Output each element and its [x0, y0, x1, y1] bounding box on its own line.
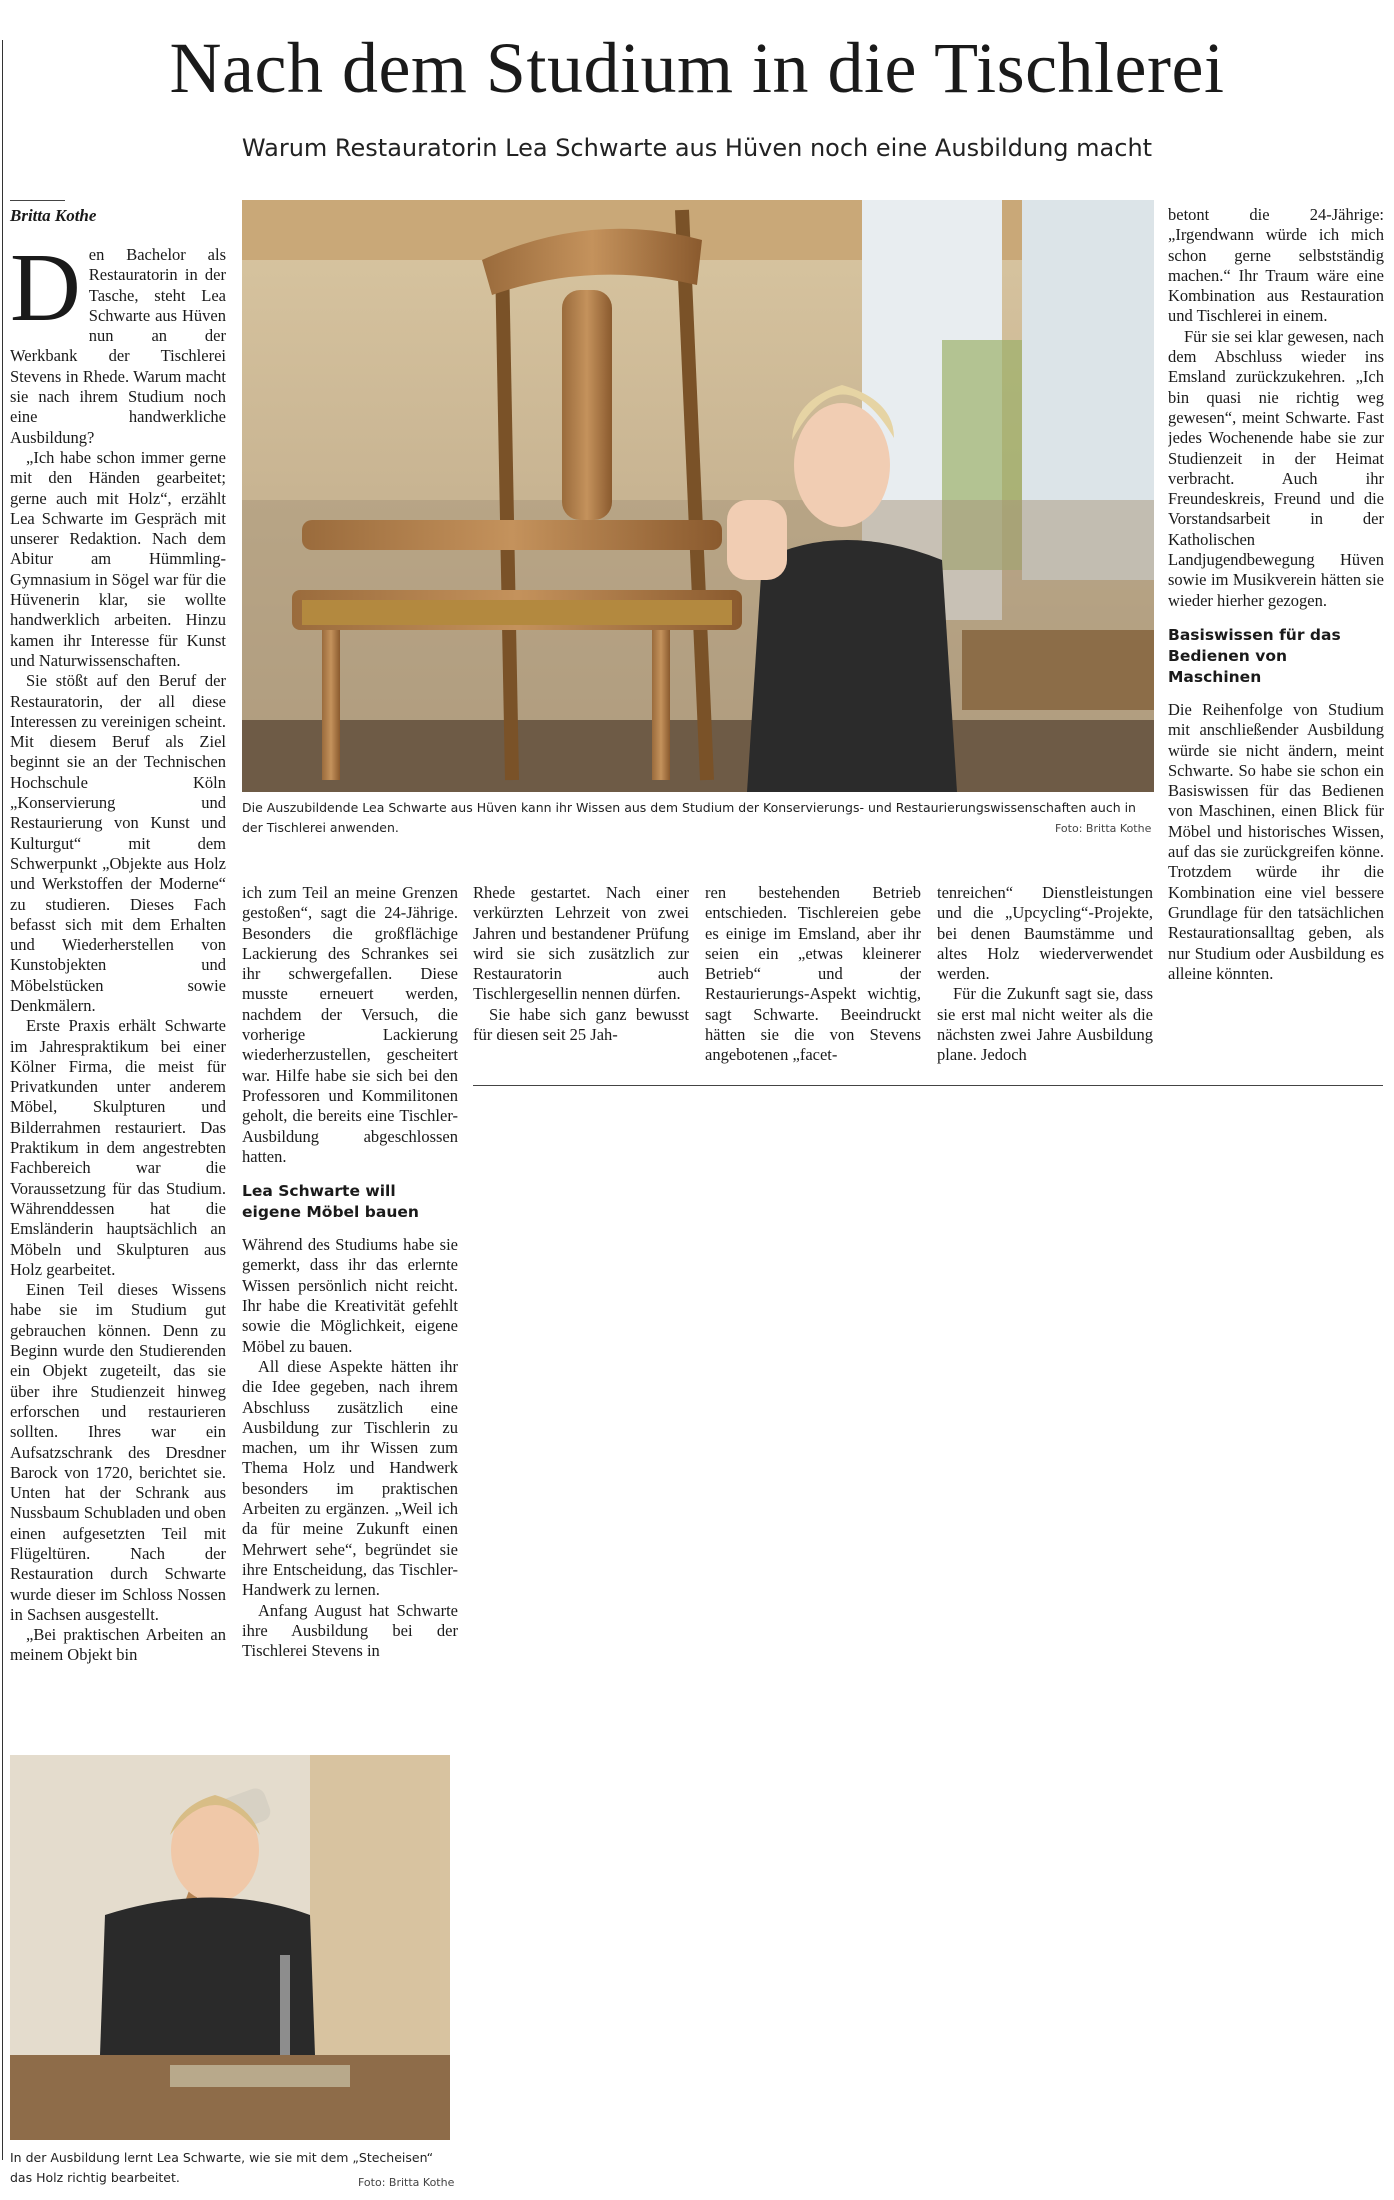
author-rule [10, 200, 65, 201]
workshop-photo-illustration [242, 200, 1154, 792]
paragraph: betont die 24-Jährige: „Irgendwann würde ich mich schon gerne selbstständig machen.“ Ihr Traum wäre eine Kombination aus Restauration und Tischlerei in einem. [1168, 205, 1384, 326]
paragraph: ich zum Teil an meine Grenzen gestoßen“, sagt die 24-Jährige. Besonders die großflächige Lackierung des Schrankes sei ihr schwergefallen. Diese musste erneuert werden, nachdem der Versuch, die vorherige Lackierung wiederherzustellen, gescheitert war. Hilfe habe sie sich bei den Professoren und Kommilitonen geholt, die bereits eine Tischler-Ausbildung abgeschlossen hatten. [242, 883, 458, 1166]
main-photo [242, 200, 1154, 792]
paragraph: Die Reihenfolge von Studium mit anschließender Ausbildung würde sie nicht ändern, meint Schwarte. So habe sie schon ein Basiswissen für das Bedienen von Maschinen, einen Blick für Möbel und historisches Wissen, auf das sie zurückgreifen könne. Trotzdem würde ihr die Kombination eine viel bessere Grundlage für den tatsächlichen Restaurationsalltag geben, als nur Studium oder Ausbildung es alleine könnten. [1168, 699, 1384, 983]
paragraph: All diese Aspekte hätten ihr die Idee gegeben, nach ihrem Abschluss zusätzlich eine Ausbildung zur Tischlerin zu machen, um ihr Wissen zum Thema Holz und Handwerk besonders im praktischen Arbeiten zu ergänzen. „Weil ich da für meine Zukunft einen Mehrwert sehe“, begründet sie ihre Entscheidung, das Tischler-Handwerk zu lernen. [242, 1356, 458, 1600]
main-photo-caption: Die Auszubildende Lea Schwarte aus Hüven kann ihr Wissen aus dem Studium der Konservierungs- und Restaurierungswissenschaften auch in der Tischlerei anwenden. [242, 800, 1136, 835]
article-column-6 [1168, 205, 1384, 1075]
article-column-1 [10, 245, 226, 1745]
lead-paragraph: Den Bachelor als Restauratorin in der Tasche, steht Lea Schwarte aus Hüven nun an der Werkbank der Tischlerei Stevens in Rhede. Warum macht sie nach ihrem Studium noch eine handwerkliche Ausbildung? [10, 245, 226, 447]
paragraph: „Ich habe schon immer gerne mit den Händen gearbeitet; gerne auch mit Holz“, erzählt Lea Schwarte im Gespräch mit unserer Redaktion. Nach dem Abitur am Hümmling-Gymnasium in Sögel war für die Hüvenerin klar, sie wollte handwerklich arbeiten. Hinzu kamen ihr Interesse für Kunst und Naturwissenschaften. [10, 447, 226, 670]
drop-cap: D [10, 245, 81, 342]
paragraph: Rhede gestartet. Nach einer verkürzten Lehrzeit von zwei Jahren und bestandener Prüfung wird sie sich zusätzlich zur Restauratorin auch Tischlergesellin nennen dürfen. [473, 883, 689, 1004]
chisel-photo-illustration [10, 1755, 450, 2140]
paragraph: tenreichen“ Dienstleistungen und die „Upcycling“-Projekte, bei denen Baumstämme und altes Holz wiederverwendet werden. [937, 883, 1153, 984]
paragraph: Für sie sei klar gewesen, nach dem Abschluss wieder ins Emsland zurückzukehren. „Ich bin quasi nie richtig weg gewesen“, meint Schwarte. Fast jedes Wochenende habe sie zur Studienzeit in der Heimat verbracht. Auch ihr Freundeskreis, Freund und die Vorstandsarbeit in der Katholischen Landjugendbewegung Hüven sowie im Musikverein hätten sie wieder hierher gezogen. [1168, 326, 1384, 610]
article-column-3 [473, 883, 689, 1073]
paragraph: „Bei praktischen Arbeiten an meinem Objekt bin [10, 1625, 226, 1665]
paragraph: Für die Zukunft sagt sie, dass sie erst mal nicht weiter als die nächsten zwei Jahre Ausbildung plane. Jedoch [937, 984, 1153, 1065]
second-photo-credit: Foto: Britta Kothe [358, 2176, 455, 2189]
paragraph: Sie habe sich ganz bewusst für diesen seit 25 Jah- [473, 1004, 689, 1045]
paragraph: Sie stößt auf den Beruf der Restauratorin, der all diese Interessen zu vereinigen scheint. Mit diesem Beruf als Ziel beginnt sie an der Technischen Hochschule Köln „Konservierung und Restaurierung von Kunst und Kulturgut“ mit dem Schwerpunkt „Objekte aus Holz und Werkstoffen der Moderne“ zu studieren. Dieses Fach befasst sich mit dem Erhalten und Wiederherstellen von Kunstobjekten und Möbelstücken sowie Denkmälern. [10, 671, 226, 1015]
subheading: Basiswissen für das Bedienen von Maschinen [1168, 625, 1341, 686]
headline: Nach dem Studium in die Tischlerei [169, 28, 1225, 108]
paragraph: ren bestehenden Betrieb entschieden. Tischlereien gebe es einige im Emsland, aber ihr seien ein „etwas kleinerer Betrieb“ und der Restaurierungs-Aspekt wichtig, sagt Schwarte. Beeindruckt hätten sie die von Stevens angebotenen „facet- [705, 883, 921, 1065]
subheadline: Warum Restauratorin Lea Schwarte aus Hüven noch eine Ausbildung macht [241, 134, 1153, 162]
second-photo [10, 1755, 450, 2140]
author-byline: Britta Kothe [10, 206, 97, 225]
second-photo-caption: In der Ausbildung lernt Lea Schwarte, wie sie mit dem „Stecheisen“ das Holz richtig bearbeitet. [10, 2150, 434, 2185]
article-end-rule [473, 1085, 1383, 1086]
paragraph: Anfang August hat Schwarte ihre Ausbildung bei der Tischlerei Stevens in [242, 1600, 458, 1661]
paragraph: Während des Studiums habe sie gemerkt, dass ihr das erlernte Wissen persönlich nicht reicht. Ihr habe die Kreativität gefehlt sowie die Möglichkeit, eigene Möbel zu bauen. [242, 1235, 458, 1356]
left-border-rule [2, 40, 3, 2160]
subheading: Lea Schwarte will eigene Möbel bauen [242, 1182, 419, 1222]
article-column-2 [242, 883, 458, 1753]
paragraph: Einen Teil dieses Wissens habe sie im Studium gut gebrauchen können. Denn zu Beginn wurde den Studierenden ein Objekt zugeteilt, das sie über ihre Studienzeit hinweg erforschen und restaurieren sollten. Ihres war ein Aufsatzschrank des Dresdner Barock von 1720, berichtet sie. Unten hat der Schrank aus Nussbaum Schubladen und oben einen aufgesetzten Teil mit Flügeltüren. Nach der Restauration durch Schwarte wurde dieser im Schloss Nossen in Sachsen ausgestellt. [10, 1280, 226, 1624]
article-column-5 [937, 883, 1153, 1073]
paragraph: Erste Praxis erhält Schwarte im Jahrespraktikum bei einer Kölner Firma, die meist für Privatkunden unter anderem Möbel, Skulpturen und Bilderrahmen restauriert. Das Praktikum in dem angestrebten Fachbereich war die Voraussetzung für das Studium. Währenddessen hat die Emsländerin hauptsächlich an Möbeln und Skulpturen aus Holz gearbeitet. [10, 1016, 226, 1279]
main-photo-credit: Foto: Britta Kothe [1055, 822, 1152, 835]
article-column-4 [705, 883, 921, 1073]
